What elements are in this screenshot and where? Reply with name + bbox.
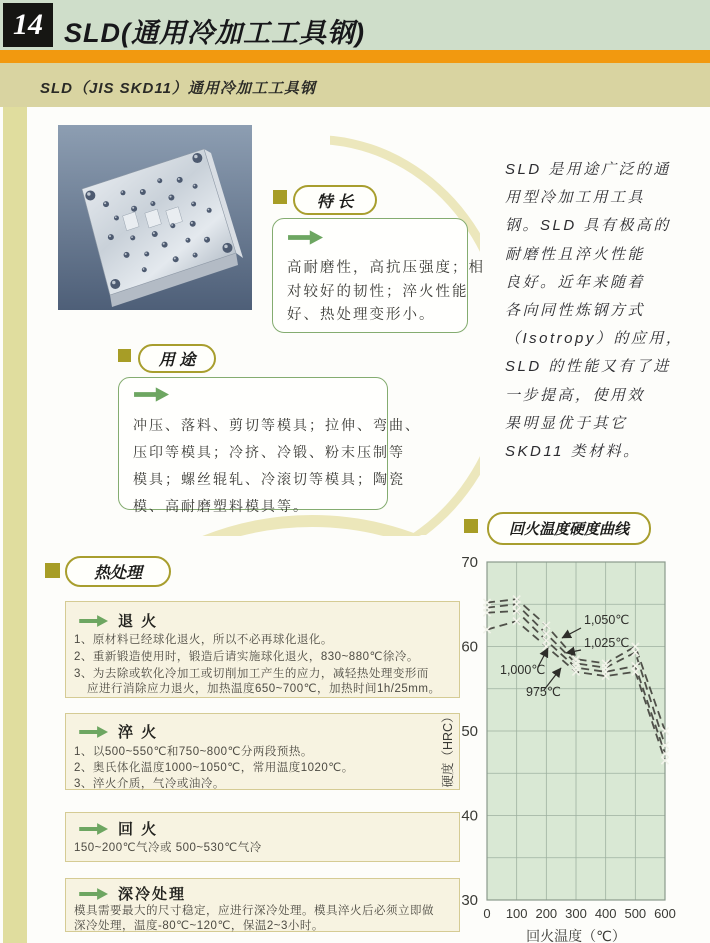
plate-hole-highlight [169,196,171,198]
cryogenic-box [65,878,460,932]
description-line: SLD 的性能又有了进 [505,358,671,376]
plate-hole [124,252,130,258]
annotation-label: 1,025℃ [584,636,630,650]
x-tick-label: 100 [505,906,528,921]
plate-hole [108,234,114,240]
plate-hole-highlight [224,245,228,249]
plate-hole-highlight [171,224,173,226]
quenching-line: 3、淬火介质，气冷或油冷。 [74,778,225,790]
plate-hole-highlight [192,202,194,204]
plate-hole [157,178,162,183]
y-tick-label: 30 [461,892,478,909]
quenching-box [65,713,460,790]
plate-hole [222,243,232,253]
description-line: 钢。SLD 具有极高的 [505,217,671,235]
plate-hole [85,190,95,200]
y-tick-label: 60 [461,638,478,656]
plate-hole-highlight [132,207,134,209]
plate-hole [142,267,147,272]
plate-hole-highlight [193,185,195,187]
plate-hole [204,237,210,243]
uses-marker [118,349,131,362]
description-line: 良好。近年来随着 [505,273,646,291]
product-photo [58,125,252,310]
heat-treatment-marker [45,563,60,578]
plate-hole-highlight [153,232,155,234]
features-marker [273,190,287,204]
y-tick-label: 70 [461,554,478,571]
page-subtitle: SLD（JIS SKD11）通用冷加工工具钢 [40,80,316,97]
plate-hole [177,177,183,183]
plate-hole [131,206,137,212]
chart-marker [464,519,478,533]
plate-hole [103,201,109,207]
uses-line: 模、高耐磨塑料模具等。 [133,498,309,514]
plate-hole [162,242,168,248]
description-line: SKD11 类材料。 [505,443,641,461]
quenching-title: 淬 火 [118,724,159,741]
annealing-box [65,601,460,698]
annotation-label: 975℃ [526,685,561,699]
x-tick-label: 200 [535,906,558,921]
annealing-line: 1、原材料已经球化退火，所以不必再球化退化。 [74,634,333,646]
hardness-tempering-chart [438,550,710,943]
plate-hole [130,235,135,240]
annotation-label: 1,050℃ [584,613,630,627]
features-heading [293,185,377,215]
plate-hole-highlight [186,239,188,241]
green-arrow-icon [79,725,109,739]
description-line: （Isotropy）的应用， [505,330,684,348]
uses-line: 冲压、落料、剪切等模具；拉伸、弯曲、 [133,417,421,433]
plate-hole [173,256,179,262]
plate-hole-highlight [115,216,117,218]
plate-hole [186,238,191,243]
description-line: 耐磨性且淬火性能 [505,245,646,263]
annealing-line: 应进行消除应力退火，加热温度650~700℃，加热时间1h/25mm。 [87,683,441,695]
uses-line: 压印等模具；冷挤、冷锻、粉末压制等 [133,444,405,460]
features-line: 好、热处理变形小。 [287,307,436,323]
plate-hole-highlight [131,236,133,238]
plate-hole [114,215,119,220]
description-paragraph [505,156,710,466]
tempering-line: 150~200℃气冷或 500~530℃气冷 [74,842,262,854]
die-plate-image [58,125,252,310]
plate-hole [150,201,155,206]
annealing-title: 退 火 [118,613,159,630]
plate-hole-highlight [121,191,123,193]
plate-hole-highlight [125,253,127,255]
description-line: 各向同性炼钢方式 [505,302,646,320]
plate-hole-highlight [143,268,145,270]
plate-hole [193,184,198,189]
green-arrow-icon [287,229,325,246]
uses-heading-label: 用 途 [158,352,196,369]
uses-heading [138,344,216,373]
features-box [272,218,485,333]
x-tick-label: 500 [624,906,647,921]
plate-hole-highlight [104,202,106,204]
x-tick-label: 0 [483,906,491,921]
page-number: 14 [13,8,43,41]
quenching-line: 1、以500~550℃和750~800℃分两段预热。 [74,746,313,758]
green-arrow-icon [79,887,109,901]
tempering-box [65,812,460,862]
plate-hole-highlight [151,202,153,204]
plate-hole [190,221,196,227]
plate-hole-highlight [109,235,111,237]
x-tick-label: 300 [565,906,587,921]
green-arrow-icon [133,386,171,403]
plate-hole [140,189,146,195]
plate-hole-highlight [158,179,160,181]
left-edge-strip [3,107,27,943]
plate-hole [168,195,174,201]
annealing-line: 3、为去除或软化冷加工或切削加工产生的应力，减轻热处理变形而 [74,668,429,680]
y-tick-label: 50 [461,723,478,740]
plate-hole-highlight [193,254,195,256]
plate-hole-highlight [174,257,176,259]
y-axis-label: 硬度（HRC） [441,710,455,788]
x-tick-label: 400 [594,906,617,921]
description-line: SLD 是用途广泛的通 [505,161,671,178]
plate-hole-highlight [194,155,198,159]
cryogenic-line: 深冷处理，温度-80℃~120℃，保温2~3小时。 [74,920,324,932]
quenching-line: 2、奥氏体化温度1000~1050℃，常用温度1020℃。 [74,762,354,774]
plate-hole-highlight [145,252,147,254]
plate-hole-highlight [112,281,116,285]
annealing-line: 2、重新锻造使用时，锻造后请实施球化退火，830~880℃徐冷。 [74,651,419,663]
x-tick-label: 600 [654,906,676,921]
description-line: 一步提高，使用效 [505,386,646,404]
plate-hole-highlight [191,222,193,224]
plate-hole [192,153,202,163]
heat-treatment-heading [65,556,171,587]
features-heading-label: 特 长 [316,193,354,211]
plate-hole [193,253,198,258]
annotation-label: 1,000℃ [500,663,546,677]
x-axis-label: 回火温度（℃） [526,928,626,943]
features-line: 对较好的韧性；淬火性能 [287,283,469,300]
page-title: SLD(通用冷加工工具钢) [64,18,365,48]
plate-hole-highlight [208,209,210,211]
tempering-title: 回 火 [118,821,159,838]
green-arrow-icon [79,614,109,628]
green-arrow-icon [79,822,109,836]
plate-hole [170,223,175,228]
description-line: 果明显优于其它 [505,414,628,432]
chart-heading [487,512,651,545]
features-line: 高耐磨性，高抗压强度；相 [287,260,485,276]
plate-hole [191,201,196,206]
plate-hole [207,208,212,213]
plate-hole-highlight [163,243,165,245]
cryogenic-line: 模具需要最大的尺寸稳定，应进行深冷处理。模具淬火后必须立即做 [74,905,434,917]
uses-line: 模具；螺丝辊轧、冷滚切等模具；陶瓷 [133,471,405,487]
plate-hole [152,231,158,237]
plate-hole [144,251,149,256]
plate-hole-highlight [87,192,91,196]
page-number-box [3,3,53,47]
plate-hole-highlight [141,190,143,192]
uses-box [118,377,421,514]
plate-hole [110,279,120,289]
plate-hole-highlight [205,238,207,240]
plate-hole [120,190,125,195]
chart-heading-label: 回火温度硬度曲线 [508,521,629,538]
cryogenic-title: 深冷处理 [118,886,187,903]
heat-treatment-heading-label: 热处理 [93,565,142,582]
header-band-orange [0,50,710,63]
description-line: 用型冷加工用工具 [505,189,646,207]
y-tick-label: 40 [461,807,478,825]
plate-hole-highlight [178,178,180,180]
